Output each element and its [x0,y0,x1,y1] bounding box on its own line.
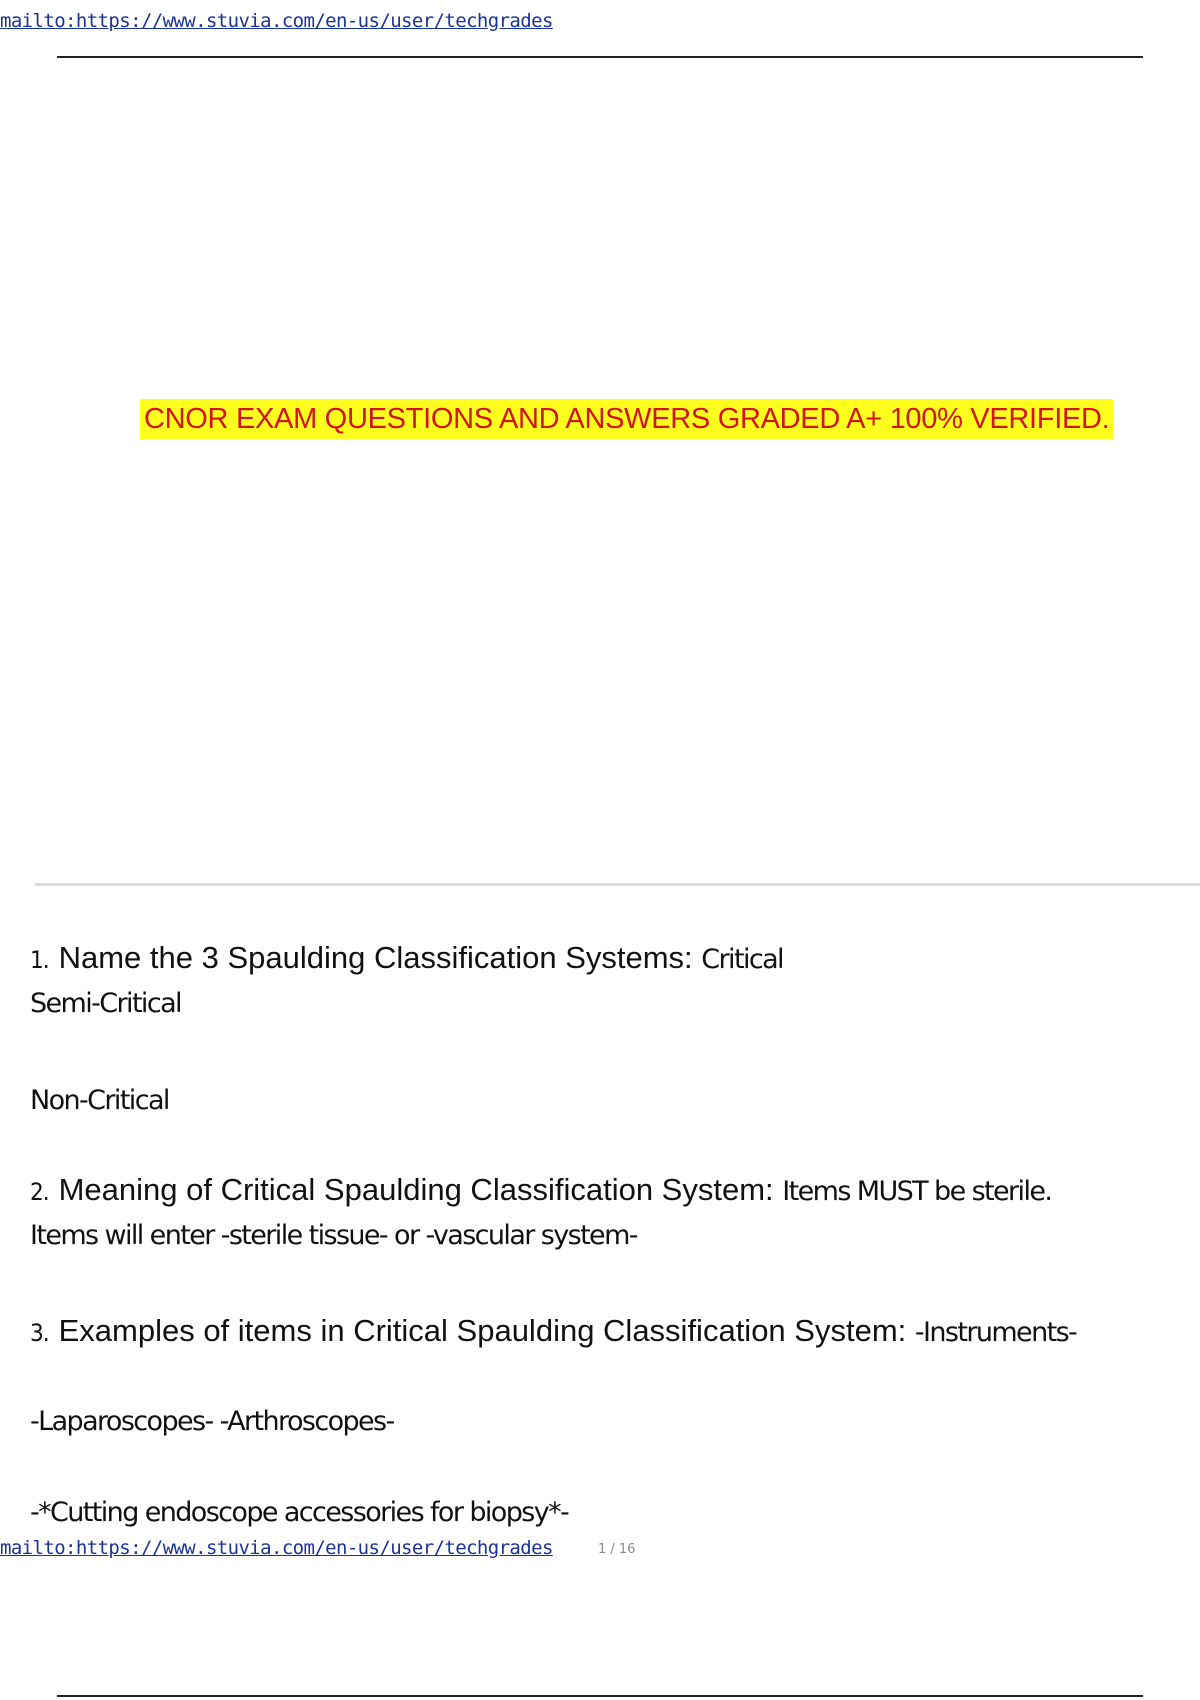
answer-inline: Items MUST be sterile. [782,1176,1052,1207]
question-text: Name the 3 Spaulding Classification Systems: [58,940,693,975]
question-number: 3. [30,1319,49,1347]
page-number: 1 / 16 [598,1542,636,1557]
document-title: CNOR EXAM QUESTIONS AND ANSWERS GRADED A+ 100% VERIFIED. [140,399,1113,439]
question-2 [30,1172,1051,1208]
answer-inline: -Instruments- [914,1317,1077,1348]
answer-line: -Laparoscopes- -Arthroscopes- [30,1406,394,1437]
answer-line: Non-Critical [30,1085,169,1116]
question-number: 2. [30,1178,49,1206]
question-number: 1. [30,946,49,974]
answer-inline: Critical [701,944,783,975]
header-rule [57,56,1143,58]
page-divider [35,883,1200,886]
header-stuvia-link[interactable]: mailto:https://www.stuvia.com/en-us/user/techgrades [0,10,553,32]
question-text: Meaning of Critical Spaulding Classification System: [58,1172,774,1207]
answer-line: Semi-Critical [30,988,181,1019]
answer-line: -*Cutting endoscope accessories for biopsy*- [30,1497,569,1528]
question-text: Examples of items in Critical Spaulding Classification System: [58,1313,907,1348]
question-3 [30,1313,1076,1349]
question-1 [30,940,783,976]
answer-line: Items will enter -sterile tissue- or -vascular system- [30,1220,637,1251]
footer-rule [57,1695,1143,1697]
footer-stuvia-link[interactable]: mailto:https://www.stuvia.com/en-us/user/techgrades [0,1537,553,1559]
